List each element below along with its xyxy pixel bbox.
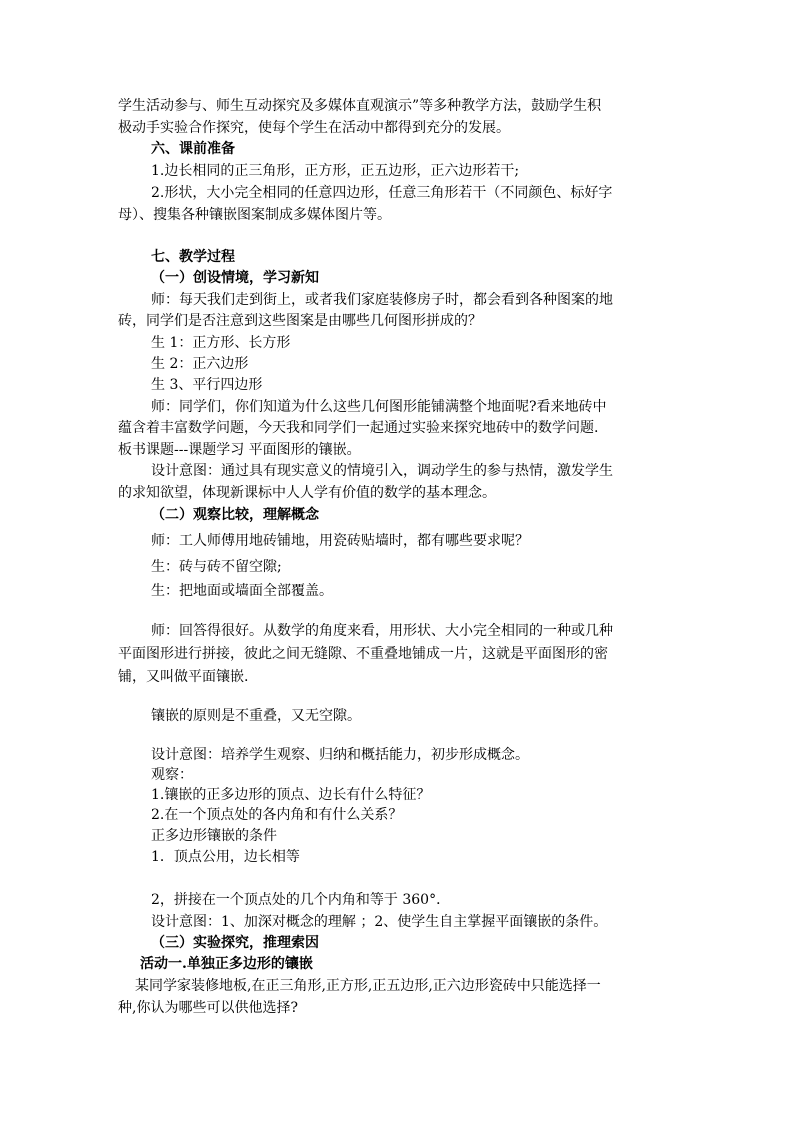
text-line: 平面图形进行拼接，彼此之间无缝隙、不重叠地铺成一片，这就是平面图形的密 xyxy=(118,646,608,662)
subsection-heading: （二）观察比较，理解概念 xyxy=(151,507,319,523)
text-line: 的求知欲望，体现新课标中人人学有价值的数学的基本理念。 xyxy=(118,485,496,501)
section-heading: 六、课前准备 xyxy=(151,141,235,157)
text-line: 铺，又叫做平面镶嵌. xyxy=(118,669,249,685)
text-line: 母）、搜集各种镶嵌图案制成多媒体图片等。 xyxy=(118,207,391,223)
subsection-heading: （一）创设情境，学习新知 xyxy=(151,270,319,286)
text-line: 生 1：正方形、长方形 xyxy=(151,335,291,351)
text-line: 1.镶嵌的正多边形的顶点、边长有什么特征？ xyxy=(151,787,431,803)
text-line: 蕴含着丰富数学问题，今天我和同学们一起通过实验来探究地砖中的数学问题. xyxy=(118,420,599,436)
activity-heading: 活动一.单独正多边形的镶嵌 xyxy=(140,956,313,972)
text-line: 1.边长相同的正三角形，正方形，正五边形，正六边形若干; xyxy=(151,163,520,179)
section-heading: 七、教学过程 xyxy=(151,249,235,265)
text-line: 设计意图：通过具有现实意义的情境引入，调动学生的参与热情，激发学生 xyxy=(151,463,613,479)
text-line: 2.在一个顶点处的各内角和有什么关系？ xyxy=(151,807,403,823)
text-line: 生 3、平行四边形 xyxy=(151,377,263,393)
text-line: 观察： xyxy=(151,767,193,783)
text-line: 生 2：正六边形 xyxy=(151,356,249,372)
text-line: 生：把地面或墙面全部覆盖。 xyxy=(151,583,333,599)
text-line: 板书课题---课题学习 平面图形的镶嵌。 xyxy=(118,442,361,458)
text-line: 极动手实验合作探究，使每个学生在活动中都得到充分的发展。 xyxy=(118,120,510,136)
text-line: 正多边形镶嵌的条件 xyxy=(151,828,277,844)
text-line: 某同学家装修地板,在正三角形,正方形,正五边形,正六边形瓷砖中只能选择一 xyxy=(135,978,601,994)
text-line: 设计意图：1、加深对概念的理解 ；2、使学生自主掌握平面镶嵌的条件。 xyxy=(151,914,608,930)
text-line: 种,你认为哪些可以供他选择? xyxy=(118,1000,298,1016)
text-line: 师：每天我们走到街上，或者我们家庭装修房子时，都会看到各种图案的地 xyxy=(151,292,613,308)
text-line: 生：砖与砖不留空隙; xyxy=(151,559,282,575)
text-line: 镶嵌的原则是不重叠，又无空隙。 xyxy=(151,708,361,724)
text-line: 2.形状，大小完全相同的任意四边形，任意三角形若干（不同颜色、标好字 xyxy=(151,185,613,201)
subsection-heading: （三）实验探究，推理索因 xyxy=(151,935,319,951)
text-line: 1．顶点公用，边长相等 xyxy=(151,849,300,865)
text-line: 学生活动参与、师生互动探究及多媒体直观演示”等多种教学方法，鼓励学生积 xyxy=(118,98,602,114)
text-line: 师：同学们，你们知道为什么这些几何图形能铺满整个地面呢?看来地砖中 xyxy=(151,399,607,415)
text-line: 师：回答得很好。从数学的角度来看，用形状、大小完全相同的一种或几种 xyxy=(151,623,613,639)
text-line: 2，拼接在一个顶点处的几个内角和等于 360°． xyxy=(151,892,451,908)
text-line: 设计意图：培养学生观察、归纳和概括能力，初步形成概念。 xyxy=(151,747,529,763)
text-line: 砖，同学们是否注意到这些图案是由哪些几何图形拼成的？ xyxy=(118,313,482,329)
text-line: 师：工人师傅用地砖铺地，用瓷砖贴墙时，都有哪些要求呢？ xyxy=(151,533,529,549)
